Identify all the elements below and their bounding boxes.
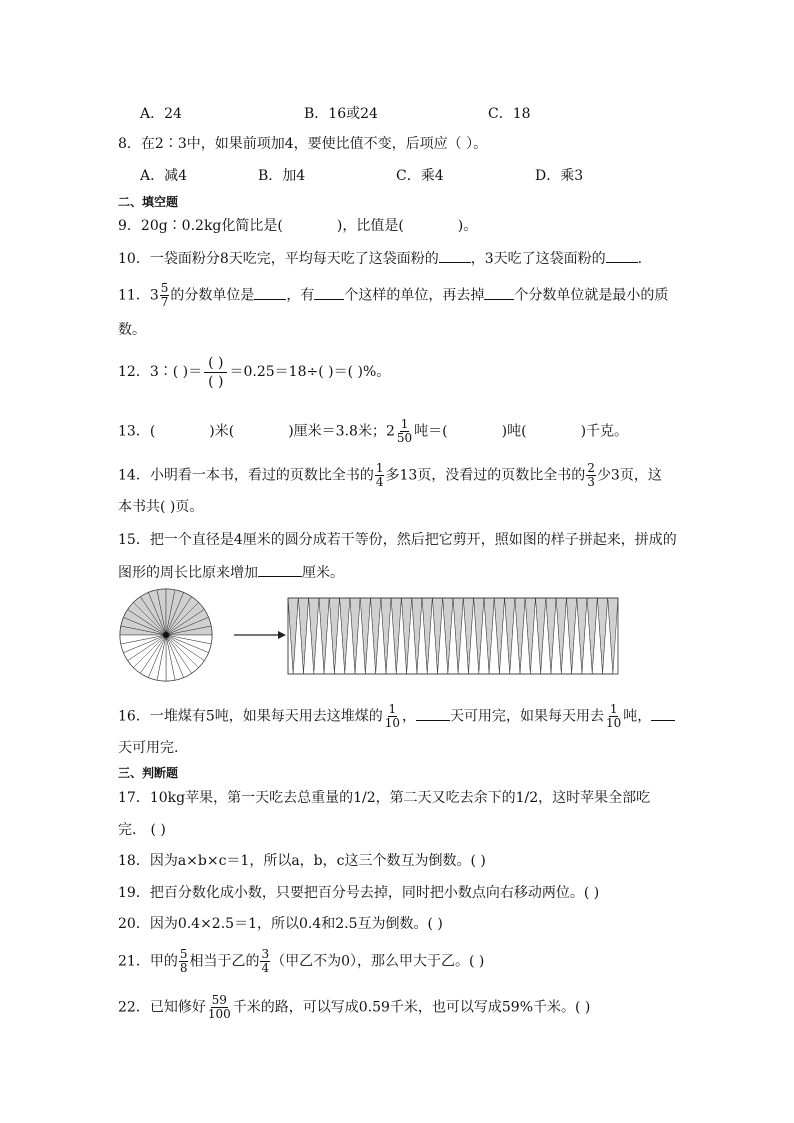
q16-denominator-1: 10 [384,716,401,730]
q16-blank-1[interactable] [416,706,450,721]
q12-text-b: ＝0.25＝18÷( )＝( )%。 [229,364,391,380]
q13-numerator: 1 [400,417,409,431]
q19: 19．把百分数化成小数，只要把百分号去掉，同时把小数点向右移动两位。( ) [118,885,600,901]
q16-fraction-1 [384,703,401,730]
q16-numerator-2: 1 [609,702,618,716]
q14-text-a: 14．小明看一本书，看过的页数比全书的 [118,467,374,484]
q12-denominator-blank[interactable]: ( ) [208,373,224,390]
q10-text-a: 10．一袋面粉分8天吃完，平均每天吃了这袋面粉的 [118,251,439,267]
q8-option-a: A．减4 [140,168,188,184]
q17-continued: 完． ( ) [118,822,166,838]
q8-option-c: C．乘4 [396,168,444,184]
q21-denominator-2: 4 [261,961,270,975]
q22-denominator: 100 [207,1007,231,1021]
q21-text-a: 21．甲的 [118,953,178,970]
q12 [118,350,390,394]
q14-fraction-1 [375,462,385,489]
q21-fraction-1 [179,948,189,975]
q8-option-b: B．加4 [258,168,306,184]
q16-denominator-2: 10 [606,716,622,730]
q13-text-e: )吨( [501,423,527,440]
q9-text-c: )。 [457,218,478,234]
q15: 15．把一个直径是4厘米的圆分成若干等份，然后把它剪开，照如图的样子拼起来，拼成的 [118,532,677,548]
q11-text-a: 11． [118,287,150,304]
q16 [118,703,675,730]
q11-blank-3[interactable] [484,285,514,300]
arrow [234,631,286,639]
q11-text-b: 的分数单位是 [170,287,255,304]
q16-text-b: ， [402,708,417,725]
q12-text-a: 12．3∶( )＝ [118,364,203,380]
q15-continued [118,562,344,583]
q7-option-a: A．24 [140,106,182,122]
q14-numerator-2: 2 [587,461,595,475]
q11-denominator: 7 [160,295,169,309]
q21-numerator-1: 5 [179,947,188,961]
q13-fraction [396,418,413,445]
q11 [118,282,668,309]
rearranged-rectangle [288,598,618,674]
q21 [118,948,484,975]
section-fill-in-heading: 二、填空题 [118,195,179,209]
q13-text-b: )米( [209,423,235,440]
q21-text-c: （甲乙不为0），那么甲大于乙。( ) [271,953,485,970]
q12-fraction [204,354,227,391]
q21-fraction-2 [260,948,270,975]
q20: 20．因为0.4×2.5＝1，所以0.4和2.5互为倒数。( ) [118,916,443,932]
q9-text-a: 9．20g∶0.2kg化简比是( [118,218,283,234]
q10-blank-1[interactable] [439,248,471,263]
q16-numerator-1: 1 [388,702,397,716]
q16-fraction-2 [605,703,622,730]
q11-blank-2[interactable] [314,285,344,300]
q16-text-c: 天可用完，如果每天用去 [450,708,605,725]
q10 [118,248,642,269]
q22-text-b: 千米的路，可以写成0.59千米，也可以写成59%千米。( ) [232,999,591,1016]
q16-text-a: 16．一堆煤有5吨，如果每天用去这堆煤的 [118,708,383,725]
q13-mixed-whole: 2 [385,423,395,440]
q11-text-d: 个这样的单位，再去掉 [344,287,485,304]
q10-blank-2[interactable] [606,248,638,263]
q7-option-c: C．18 [488,106,531,122]
q9 [118,216,477,236]
q18: 18．因为a×b×c＝1，所以a，b，c这三个数互为倒数。( ) [118,853,486,869]
q17: 17．10kg苹果，第一天吃去总重量的1/2，第二天又吃去余下的1/2，这时苹果全部吃 [118,790,651,806]
q13 [118,418,628,445]
section-true-false-heading: 三、判断题 [118,766,179,780]
q13-text-f: )千克。 [580,423,629,440]
q21-denominator-1: 8 [179,961,188,975]
q22-fraction [207,994,232,1021]
q10-text-c: . [637,251,643,267]
q11-mixed-whole: 3 [149,287,159,304]
q9-text-b: )，比值是( [336,218,404,234]
q16-text-d: 吨， [623,708,652,725]
q8-stem: 8．在2∶3中，如果前项加4，要使比值不变，后项应（ ）。 [118,136,488,152]
q14-denominator-2: 3 [587,475,595,489]
q22-text-a: 22．已知修好 [118,999,206,1016]
q11-text-c: ，有 [286,287,315,304]
q14-text-b: 多13页，没看过的页数比全书的 [385,467,586,484]
q14-denominator-1: 4 [375,475,384,489]
q15-blank[interactable] [258,562,302,577]
q14-numerator-1: 1 [375,461,384,475]
q12-numerator-blank[interactable]: ( ) [204,354,227,373]
q10-text-b: ，3天吃了这袋面粉的 [470,251,606,267]
q21-text-b: 相当于乙的 [189,953,260,970]
q11-blank-1[interactable] [254,285,286,300]
divided-circle [120,589,212,681]
q14-continued: 本书共( )页。 [118,499,204,515]
q14-fraction-2 [586,462,596,489]
q22-numerator: 59 [211,993,227,1007]
q13-text-a: 13．( [118,423,156,440]
q14-text-c: 少3页，这 [596,467,662,484]
q15-text-b: 图形的周长比原来增加 [118,565,258,581]
q11-text-e: 个分数单位就是最小的质 [514,287,669,304]
q14 [118,462,662,489]
q13-text-c: )厘米＝3.8米； [288,423,386,440]
q13-text-d: 吨＝( [414,423,448,440]
q7-option-b: B．16或24 [304,106,378,122]
q15-text-c: 厘米。 [302,565,344,581]
q21-numerator-2: 3 [261,947,270,961]
q8-option-d: D．乘3 [535,168,584,184]
circle-to-rectangle-figure [118,588,648,692]
q11-continued: 数。 [118,322,146,338]
q16-blank-2[interactable] [651,706,675,721]
q16-continued: 天可用完. [118,740,179,756]
figure-svg [118,588,648,688]
q13-denominator: 50 [396,431,413,445]
q11-fraction [160,282,170,309]
q22 [118,994,590,1021]
q11-numerator: 5 [160,281,169,295]
